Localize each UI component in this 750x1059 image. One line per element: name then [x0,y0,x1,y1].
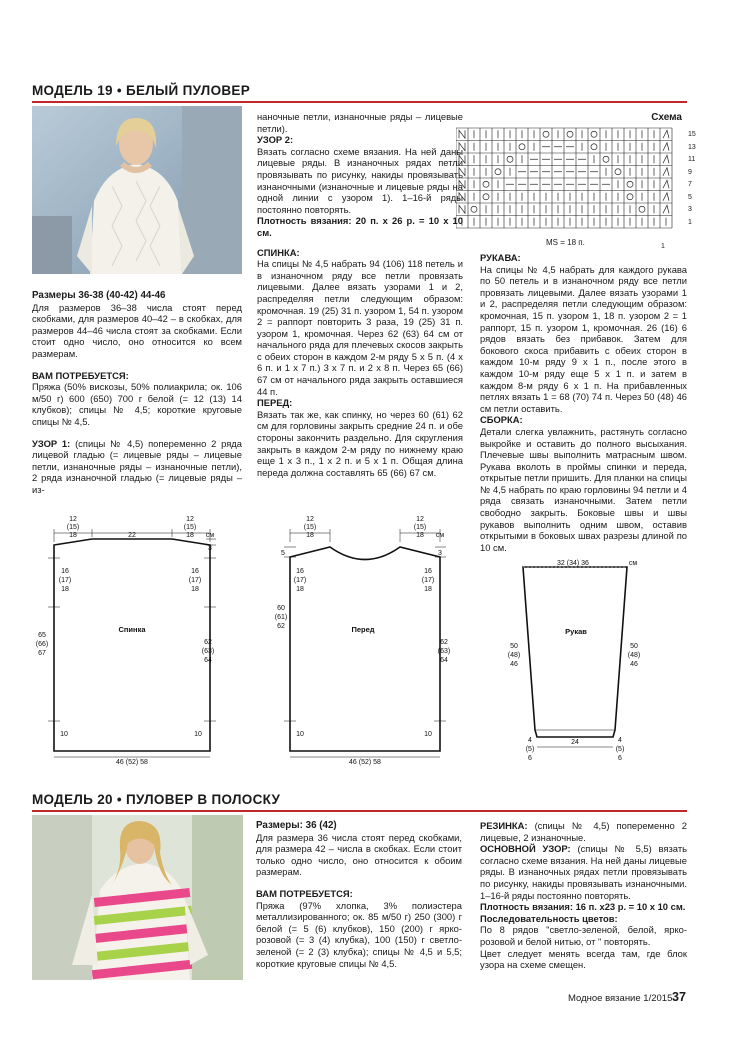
sleeve-cuff-l-1: 4 [528,737,532,744]
sleeve-label: Рукав [565,627,587,636]
yarn-over [591,131,597,137]
front-top-right-2: (15) [413,524,427,531]
decrease-left [663,205,669,213]
decrease-right [459,168,465,176]
front-height-r-2: (63) [437,648,451,655]
model19-assembly-text: Детали слегка увлажнить, растянуть согласно выкройке и оставить до полного высыхания. Плечевые швы выполнить матрасным швом. Рукава вколоть в проймы спинки и переда, открытые петли пришить. Для планки на спицы № 4,5 набрать по краю горловины 94 петли и 4 ряда связать изнаночными. Затем петли свободно закрыть. Боковые швы и швы рукавов выполнить одним швом, оставив открытыми в боковых швах разрезы длиной по 10 см. [480,425,687,553]
back-top-mid: 22 [128,532,136,539]
front-height-l-3: 62 [277,623,285,630]
model20-density: Плотность вязания: 16 п. x23 р. = 10 x 10 см. [480,901,686,913]
back-pattern [48,529,216,757]
model20-header-rule [32,810,687,812]
back-shoulder: 3 [208,545,212,552]
sleeve-bottom: 24 [571,739,579,746]
model20-rib-text: (спицы № 4,5) попеременно 2 лицевые, 2 изнаночные. [480,820,688,843]
back-armhole-l-3: 18 [61,586,69,593]
model19-header-rule [32,101,687,103]
model20-photo [32,815,243,980]
back-slit-l: 10 [60,731,68,738]
front-armhole-r-1: 16 [424,568,432,575]
yarn-over [627,181,633,187]
knitting-scheme [456,112,696,252]
front-label: Перед [351,625,375,634]
back-height-l-2: (66) [35,641,49,648]
back-top-right-1: 12 [186,516,194,523]
model20-need-heading: ВАМ ПОТРЕБУЕТСЯ: [256,887,353,899]
model19-col2 [257,111,463,478]
scheme-row-number: 11 [688,156,696,163]
model19-col3 [480,252,687,553]
back-width: 46 (52) 58 [116,759,148,766]
model19-pattern1 [32,438,242,496]
model19-sizes-text: Для размеров 36–38 числа стоят перед скобками, для размеров 40–42 – в скобках, для размеров 44–46 числа стоят за скобками. Если стоит одно число, оно относится ко всем размерам. [32,301,242,359]
model19-back-text: На спицы № 4,5 набрать 94 (106) 118 петель и в изнаночном ряду все петли провязать лицевыми. Далее вязать узорами 1 и 2, распределяя петли следующим образом: кромочная. 19 (25) 31 п. узором 1, 54 п. узором 2 = раппорт повторить 3 раза, 19 (25) 31 п. узором 1, кромочная. Через 62 (63) 64 см от начального ряда для плечевых скосов закрыть с обеих сторон в каждом 2-м ряду 5 x 5 п. (4 x 6 п. и 1 x 7 п.) 3 x 7 п. и 2 x 8 п. Через 65 (66) 67 см от начального ряда закрыть оставшиеся 44 п. [257,258,463,397]
scheme-grid [456,126,686,252]
decrease-left [663,180,669,188]
front-top-right-3: 18 [416,532,424,539]
sleeve-cuff-r-1: 4 [618,737,622,744]
sleeve-cuff-l-3: 6 [528,755,532,762]
footer-magazine: Модное вязание 1/2015 [568,993,673,1004]
yarn-over [603,156,609,162]
back-height-l-3: 67 [38,650,46,657]
front-armhole-l-1: 16 [296,568,304,575]
front-cm: см [435,532,445,539]
scheme-row-number: 5 [688,193,692,201]
yarn-over [543,131,549,137]
model19-pattern1-text: (спицы № 4,5) попеременно 2 ряда лицевой гладью (= лицевые ряды – лицевые петли, изнаночные ряды – изнаночные петли), 2 ряда изнаночной гладью (= лицевые ряды – из- [32,437,242,495]
back-armhole-l-2: (17) [58,577,72,584]
back-height-r-2: (63) [201,648,215,655]
scheme-repeat-label: MS = 18 п. [546,238,585,247]
decrease-left [663,155,669,163]
scheme-row-number: 13 [688,143,696,151]
front-armhole-r-2: (17) [421,577,435,584]
model20-colors-note: Цвет следует менять всегда там, где блок узора на схеме смещен. [480,947,687,971]
sleeve-height-r-3: 46 [630,661,638,668]
back-label: Спинка [118,625,146,634]
back-top-left-1: 12 [69,516,77,523]
sleeve-height-l-3: 46 [510,661,518,668]
pattern-diagrams [30,512,720,774]
yarn-over [567,131,573,137]
model20-main-text: (спицы № 5,5) вязать согласно схеме вязания. На ней даны лицевые ряды. В изнаночных рядах петли провязывать по рисунку, накиды провязывать изнаночными. 1–16-й ряды постоянно повторять. [480,843,687,901]
scheme-row-number: 3 [688,206,692,213]
yarn-over [519,144,525,150]
sleeve-cuff-r-2: (5) [615,746,625,753]
front-slit-l: 10 [296,731,304,738]
model20-main [480,843,687,901]
yarn-over [483,194,489,200]
yarn-over [627,194,633,200]
model19-need-text: Пряжа (50% вискозы, 50% полиакрила; ок. 106 м/50 г) 600 (650) 700 г белой (= 12 (13) 14 клубков); спицы № 4,5; короткие круговые спицы № 4,5. [32,381,242,427]
sleeve-cm: см [628,560,638,567]
model19-pattern2-text: Вязать согласно схеме вязания. На ней даны лицевые ряды. В изнаночных рядах петли провязывать по рисунку, накиды провязывать изнаночными (изнаночные и лицевые ряды на одной линии с узором 1). 1–16-й ряды постоянно повторять. [257,145,463,215]
back-height-l-1: 65 [38,632,46,639]
decrease-left [663,168,669,176]
model19-pattern2-heading: УЗОР 2: [257,134,294,146]
back-top-left-3: 18 [69,532,77,539]
scheme-title: Схема [651,112,682,123]
model19-photo [32,106,242,274]
model20-main-heading: ОСНОВНОЙ УЗОР: [480,843,571,855]
back-cm: см [205,532,215,539]
yarn-over [471,206,477,212]
yarn-over [507,156,513,162]
back-top-left-2: (15) [66,524,80,531]
svg-text:1: 1 [661,243,665,250]
back-top-right-2: (15) [183,524,197,531]
model20-col2 [256,820,462,969]
model19-title: МОДЕЛЬ 19 • БЕЛЫЙ ПУЛОВЕР [32,83,251,98]
front-pattern [284,529,446,757]
sleeve-pattern [523,567,627,747]
scheme-row-number: 9 [688,168,692,176]
model19-sleeve-text: На спицы № 4,5 набрать для каждого рукава по 50 петель и в изнаночном ряду все петли провязать лицевыми. Далее вязать узорами 1 и 2, распределяя петли следующим образом: кромочная, 15 п. узором 1, 18 п. узором 2 = 1 раппорт, 15 п. узором 1, кромочная. 26 (16) 6 рядов вязать без прибавок. Затем для бокового скоса прибавить с обеих сторон в каждом 10-м ряду 9 x 1 п., после этого в каждом 10-м ряду еще 5 x 1 п. и затем в каждом 8-м ряду 6 x 1 п. На прибавленных петлях вязать 1 = 68 (70) 74 п. Через 50 (48) 46 см петли оставить. [480,263,687,414]
front-slit-r: 10 [424,731,432,738]
front-top-left-3: 18 [306,532,314,539]
decrease-right [459,193,465,201]
model20-rib [480,820,687,843]
sleeve-cuff-l-2: (5) [525,746,535,753]
front-armhole-l-3: 18 [296,586,304,593]
back-armhole-r-2: (17) [188,577,202,584]
model19-need-heading: ВАМ ПОТРЕБУЕТСЯ: [32,369,129,381]
model19-col1 [32,290,242,496]
decrease-right [459,205,465,213]
decrease-right [459,130,465,138]
front-top-left-2: (15) [303,524,317,531]
sleeve-height-r-2: (48) [627,652,641,659]
page-number: 37 [672,990,686,1004]
front-height-l-2: (61) [274,614,288,621]
model20-col3 [480,820,687,971]
decrease-right [459,143,465,151]
model19-col2-continuation: наночные петли, изнаночные ряды – лицевые петли). [257,111,463,134]
model19-sleeve-heading: РУКАВА: [480,252,521,263]
model20-sizes-text: Для размера 36 числа стоят перед скобками, для размера 42 – числа в скобках. Если стоит только одно число, оно относится к обоим размерам. [256,831,462,878]
front-width: 46 (52) 58 [349,759,381,766]
decrease-left [663,130,669,138]
front-armhole-l-2: (17) [293,577,307,584]
model19-sizes-heading: Размеры 36-38 (40-42) 44-46 [32,290,166,301]
back-armhole-r-3: 18 [191,586,199,593]
sleeve-cuff-r-3: 6 [618,755,622,762]
yarn-over [639,206,645,212]
model20-colors-text: По 8 рядов "светло-зеленой, белой, ярко-розовой и белой нитью, от " повторять. [480,924,687,947]
model19-front-text: Вязать так же, как спинку, но через 60 (61) 62 см для горловины закрыть средние 24 п. и обе стороны закончить раздельно. Для скругления закрыть в каждом 2-м ряду по нижнему краю еще 1 x 3 п., 1 x 2 п. и 5 x 1 п. Общая длина переда должна составлять 65 (66) 67 см. [257,408,463,478]
back-armhole-l-1: 16 [61,568,69,575]
back-height-r-3: 64 [204,657,212,664]
decrease-right [459,155,465,163]
front-top-left-1: 12 [306,516,314,523]
front-top-right-1: 12 [416,516,424,523]
model19-assembly-heading: СБОРКА: [480,414,523,426]
model20-need-text: Пряжа (97% хлопка, 3% полиэстера металлизированного; ок. 85 м/50 г) 250 (300) г белой (= 5 (6) клубков), 150 (200) г ярко-розовой (= 3 (4) клубка), 100 (150) г светло-зеленой (= 2 (3) клубка); спицы № 4,5 и 5,5; короткие круговые спицы № 4,5. [256,899,462,969]
scheme-row-number: 7 [688,181,692,188]
decrease-left [663,143,669,151]
front-height-r-3: 64 [440,657,448,664]
back-height-r-1: 62 [204,639,212,646]
decrease-left [663,193,669,201]
model19-front-heading: ПЕРЕД: [257,397,293,409]
sleeve-height-l-1: 50 [510,643,518,650]
back-slit-r: 10 [194,731,202,738]
model20-sizes-heading: Размеры: 36 (42) [256,820,337,831]
model19-density: Плотность вязания: 20 п. x 26 р. = 10 x 10 см. [257,215,463,238]
sleeve-height-l-2: (48) [507,652,521,659]
front-shoulder: 3 [438,550,442,557]
model19-pattern1-heading: УЗОР 1: [32,437,71,449]
sleeve-height-r-1: 50 [630,643,638,650]
model20-title: МОДЕЛЬ 20 • ПУЛОВЕР В ПОЛОСКУ [32,792,281,807]
back-armhole-r-1: 16 [191,568,199,575]
model20-rib-heading: РЕЗИНКА: [480,820,528,831]
yarn-over [615,169,621,175]
front-height-r-1: 62 [440,639,448,646]
back-top-right-3: 18 [186,532,194,539]
scheme-row-number: 15 [688,131,696,138]
scheme-row-number: 1 [688,218,692,226]
decrease-right [459,180,465,188]
front-height-l-1: 60 [277,605,285,612]
sleeve-top: 32 (34) 36 [557,560,589,567]
yarn-over [483,181,489,187]
model20-colors-heading: Последовательность цветов: [480,912,618,924]
front-armhole-r-3: 18 [424,586,432,593]
front-neck: 5 [281,550,285,557]
model19-back-heading: СПИНКА: [257,246,300,258]
yarn-over [495,169,501,175]
yarn-over [591,144,597,150]
